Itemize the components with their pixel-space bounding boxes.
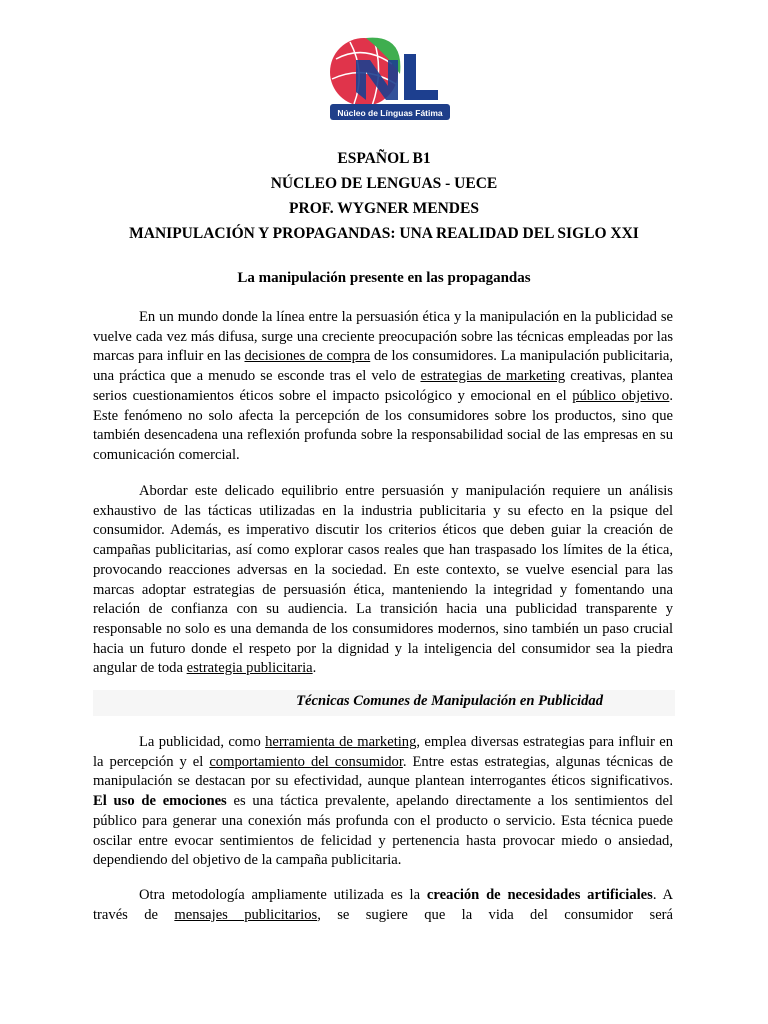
text: . A través de bbox=[93, 887, 674, 923]
text: de los consumidores. La manipulación publicitaria, una práctica que a menudo se esconde tras el velo de bbox=[93, 348, 673, 385]
logo-graphic bbox=[326, 34, 454, 126]
institution: NÚCLEO DE LENGUAS - UECE bbox=[270, 175, 498, 192]
section-subtitle: La manipulación presente en las propagandas bbox=[237, 270, 531, 286]
paragraph-2 bbox=[93, 482, 673, 679]
bold-term: El uso de emociones bbox=[93, 793, 227, 810]
document-title: MANIPULACIÓN Y PROPAGANDAS: UNA REALIDAD DEL SIGLO XXI bbox=[129, 225, 639, 242]
link-mensajes-publicitarios[interactable]: mensajes publicitarios bbox=[174, 906, 318, 923]
link-publico-objetivo[interactable]: público objetivo bbox=[572, 387, 670, 404]
text: , se sugiere que la vida del consumidor será bbox=[317, 906, 674, 923]
link-estrategia-publicitaria[interactable]: estrategia publicitaria bbox=[186, 660, 313, 677]
logo-nucleo-de-linguas bbox=[326, 34, 454, 126]
paragraph-3 bbox=[93, 733, 673, 871]
link-decisiones-de-compra[interactable]: decisiones de compra bbox=[244, 348, 371, 365]
paragraph-4 bbox=[93, 886, 673, 925]
text: Abordar este delicado equilibrio entre persuasión y manipulación requiere un análisis exhaustivo de las tácticas utilizadas en la industria publicitaria y su efecto en la psique del consumidor. Además, es imperativo discutir los criterios éticos que deben guiar la creación de campañas publicitarias, así como explorar casos reales que han traspasado los límites de la ética, provocando reacciones adversas en la sociedad. En este contexto, se vuelve esencial para las marcas adoptar estrategias de persuasión ética, manteniendo la integridad y fomentando una relación de confianza con su audiencia. La transición hacia una publicidad transparente y responsable no solo es una demanda de los consumidores modernos, sino también un paso crucial hacia un futuro donde el respeto por la dignidad y la inteligencia del consumidor sea la piedra angular de toda bbox=[93, 483, 673, 677]
text: creativas, plantea serios cuestionamientos éticos sobre el impacto psicológico y emocional en el bbox=[93, 368, 674, 404]
professor: PROF. WYGNER MENDES bbox=[289, 200, 479, 217]
section-title: Técnicas Comunes de Manipulación en Publicidad bbox=[296, 693, 603, 709]
document-header bbox=[0, 146, 768, 246]
course-level: ESPAÑOL B1 bbox=[337, 150, 431, 167]
text: La publicidad, como bbox=[139, 734, 266, 750]
link-estrategias-de-marketing[interactable]: estrategias de marketing bbox=[420, 368, 566, 385]
text: En un mundo donde la línea entre la persuasión ética y la manipulación en la publicidad se vuelve cada vez más difusa, surge una creciente preocupación sobre las técnicas empleadas por las marcas para influir en las bbox=[93, 309, 673, 365]
bold-term: creación de necesidades artificiales bbox=[426, 887, 653, 903]
text: . Este fenómeno no solo afecta la percepción de los consumidores sobre los productos, sino que también desencadena una reflexión profunda sobre la responsabilidad social de las empresas en su comunicación comercial. bbox=[93, 387, 673, 463]
paragraph-1 bbox=[93, 308, 673, 466]
text: Otra metodología ampliamente utilizada es la bbox=[139, 887, 427, 903]
text: , emplea diversas estrategias para influir en la percepción y el bbox=[93, 734, 674, 770]
link-herramienta-de-marketing[interactable]: herramienta de marketing bbox=[265, 734, 417, 750]
text: es una táctica prevalente, apelando directamente a los sentimientos del público para generar una conexión más profunda con el producto o servicio. Esta técnica puede oscilar entre evocar sentimientos de felicidad y pertenencia hasta provocar miedo o ansiedad, dependiendo del objetivo de la campaña publicitaria. bbox=[93, 793, 673, 869]
text: . bbox=[312, 660, 317, 677]
link-comportamiento-del-consumidor[interactable]: comportamiento del consumidor bbox=[209, 753, 403, 770]
text: . Entre estas estrategias, algunas técnicas de manipulación se destacan por su efectividad, aunque plantean interrogantes éticos significativos. bbox=[93, 753, 673, 790]
logo-caption: Núcleo de Línguas Fátima bbox=[337, 108, 443, 118]
